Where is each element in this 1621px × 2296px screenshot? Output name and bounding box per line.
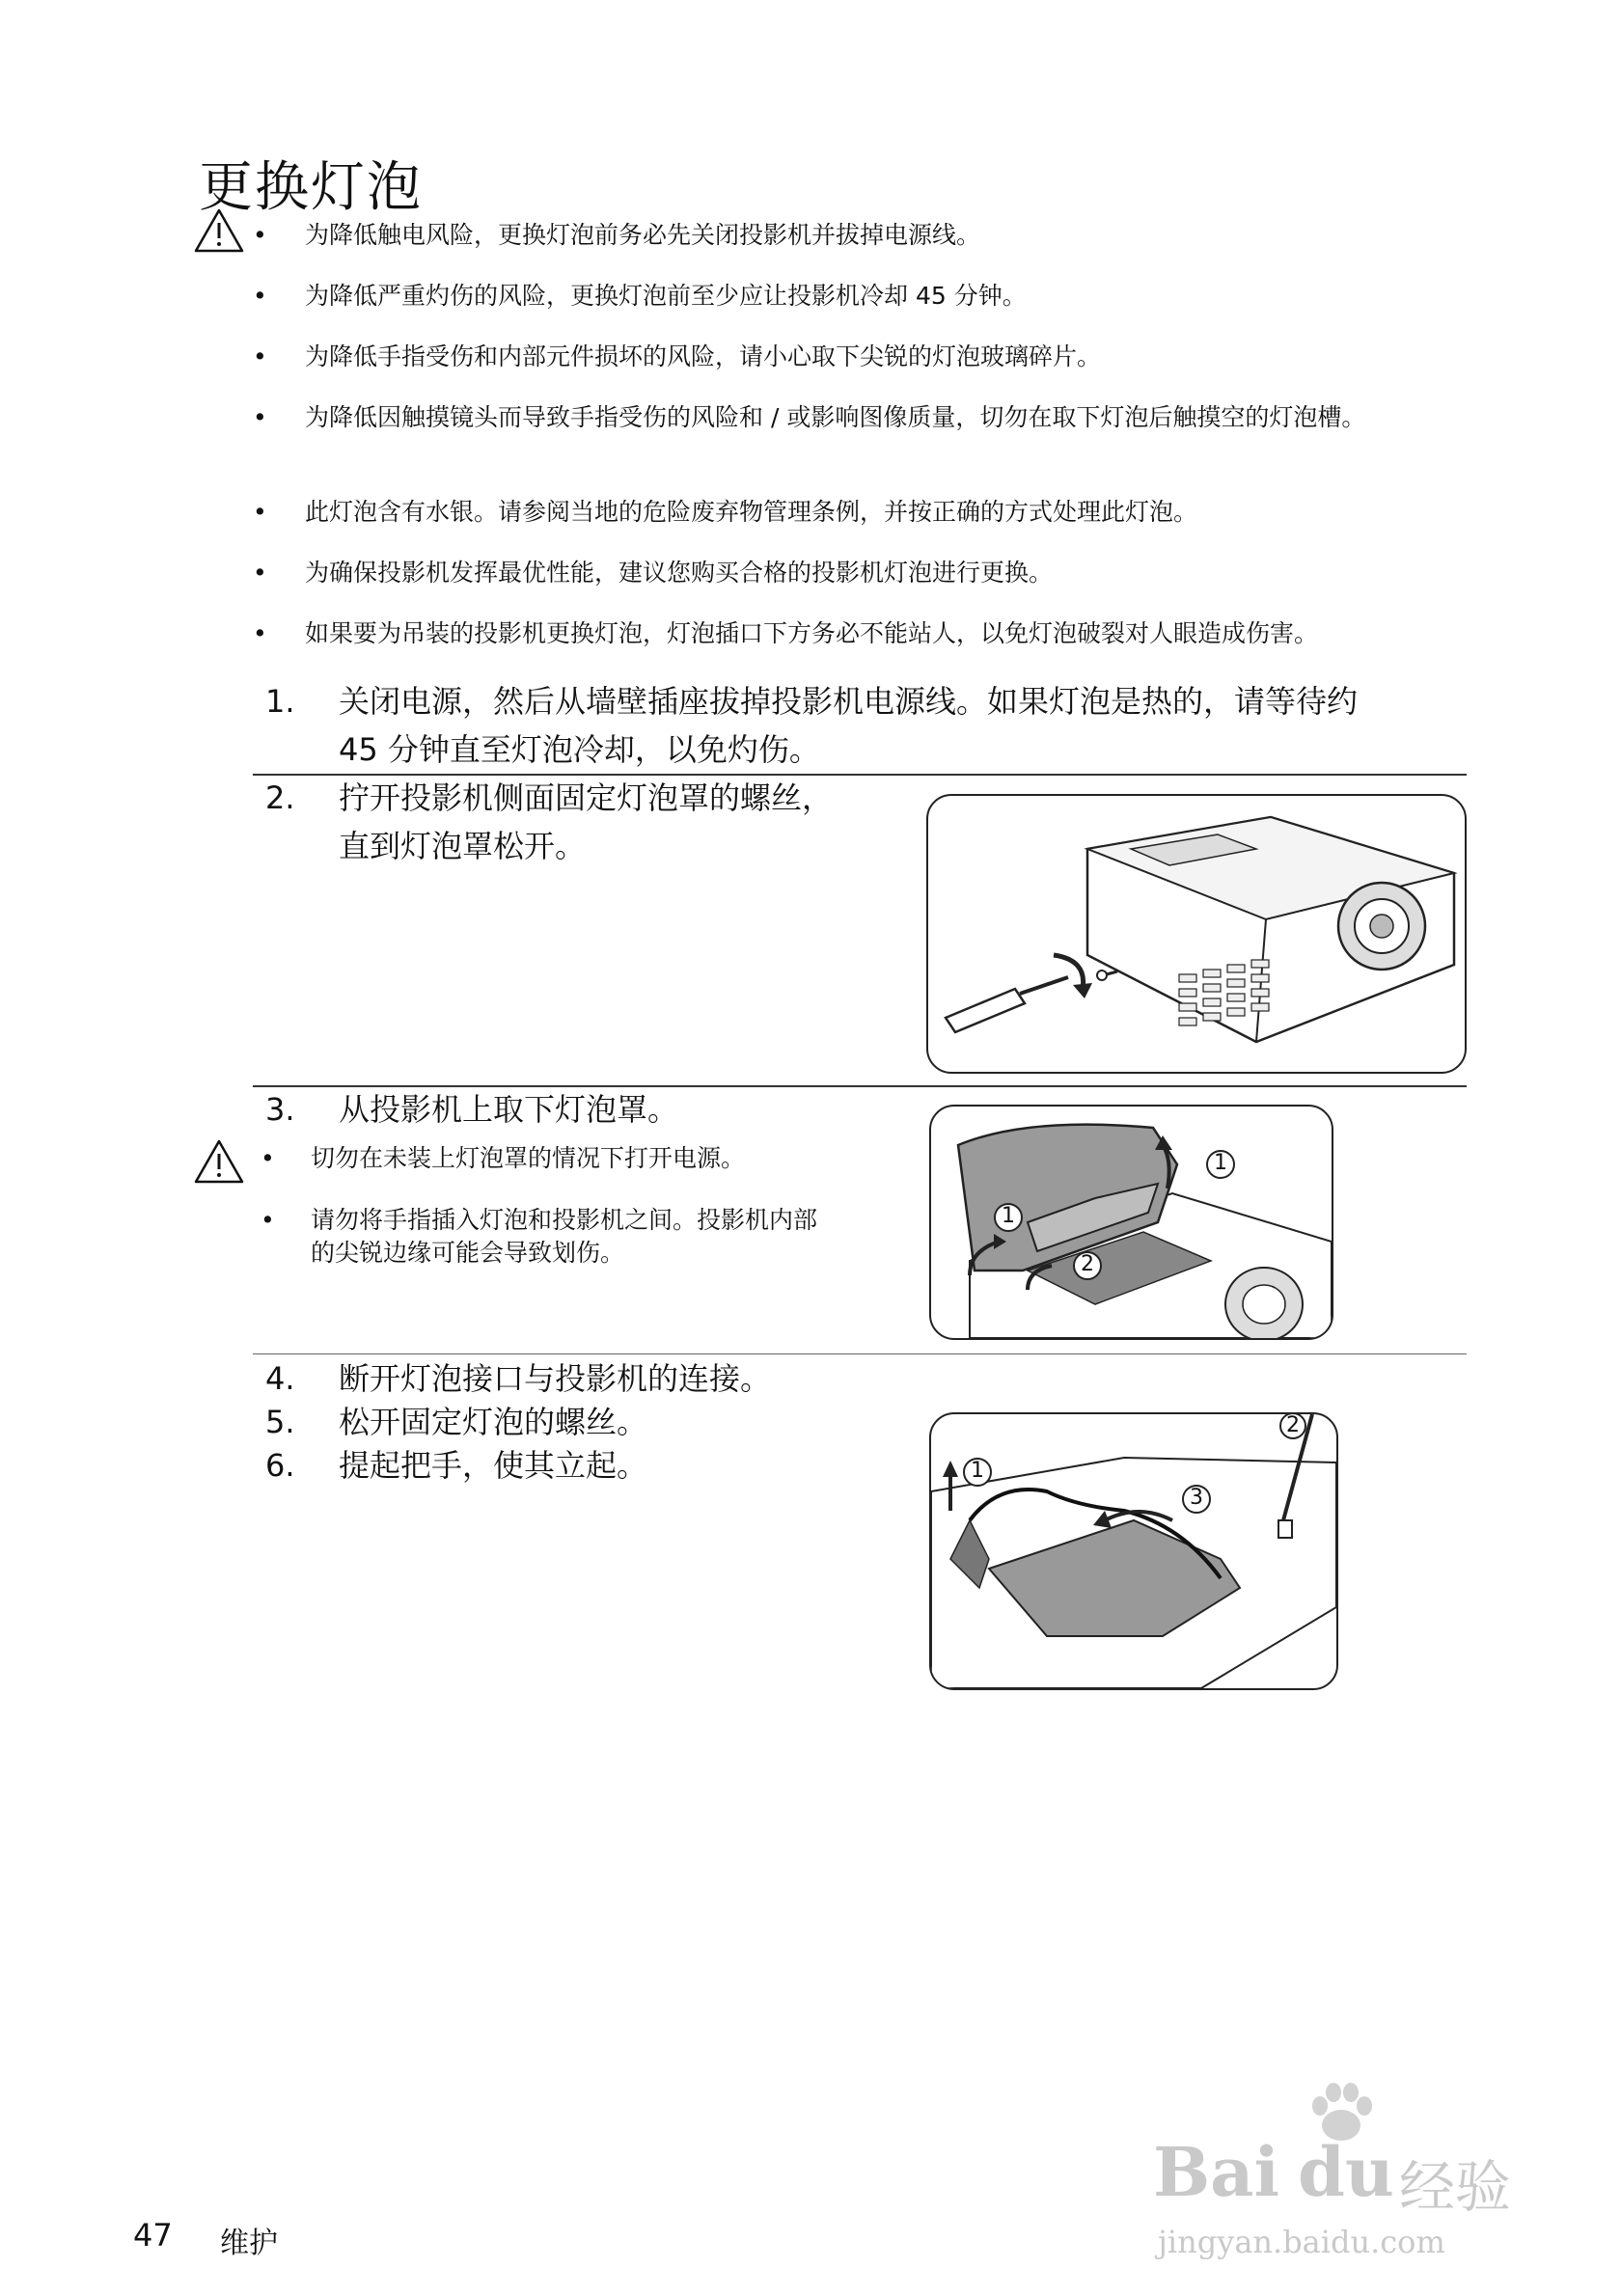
callout-number: 2 bbox=[1081, 1252, 1094, 1276]
step-6: 6. 提起把手，使其立起。 bbox=[265, 1447, 648, 1484]
callout-number: 1 bbox=[1214, 1151, 1227, 1175]
step-2: 2. 拧开投影机侧面固定灯泡罩的螺丝， 直到灯泡罩松开。 bbox=[265, 779, 834, 864]
step-4: 4. 断开灯泡接口与投影机的连接。 bbox=[265, 1360, 772, 1397]
callout-number: 1 bbox=[1002, 1204, 1015, 1228]
callout-number: 1 bbox=[971, 1459, 984, 1483]
step-5: 5. 松开固定灯泡的螺丝。 bbox=[265, 1404, 648, 1440]
baidu-watermark: Bai du 经验 jingyan.baidu.com bbox=[1153, 2079, 1539, 2262]
step-3: 3. 从投影机上取下灯泡罩。 bbox=[265, 1091, 679, 1128]
projector-screw-illustration bbox=[926, 794, 1467, 1074]
warning-icon bbox=[193, 1138, 245, 1185]
section-name: 维护 bbox=[220, 2227, 278, 2260]
warning-icon bbox=[193, 207, 245, 254]
callout-number: 2 bbox=[1286, 1413, 1300, 1437]
lamp-disconnect-illustration bbox=[929, 1412, 1338, 1690]
lamp-cover-removal-illustration bbox=[929, 1105, 1333, 1340]
page-number: 47 bbox=[133, 2217, 173, 2254]
callout-number: 3 bbox=[1190, 1486, 1203, 1510]
step-1: 1. 关闭电源，然后从墙壁插座拔掉投影机电源线。如果灯泡是热的，请等待约 45 分钟直至灯泡冷却，以免灼伤。 bbox=[265, 683, 1359, 768]
page-title: 更换灯泡 bbox=[199, 156, 423, 219]
